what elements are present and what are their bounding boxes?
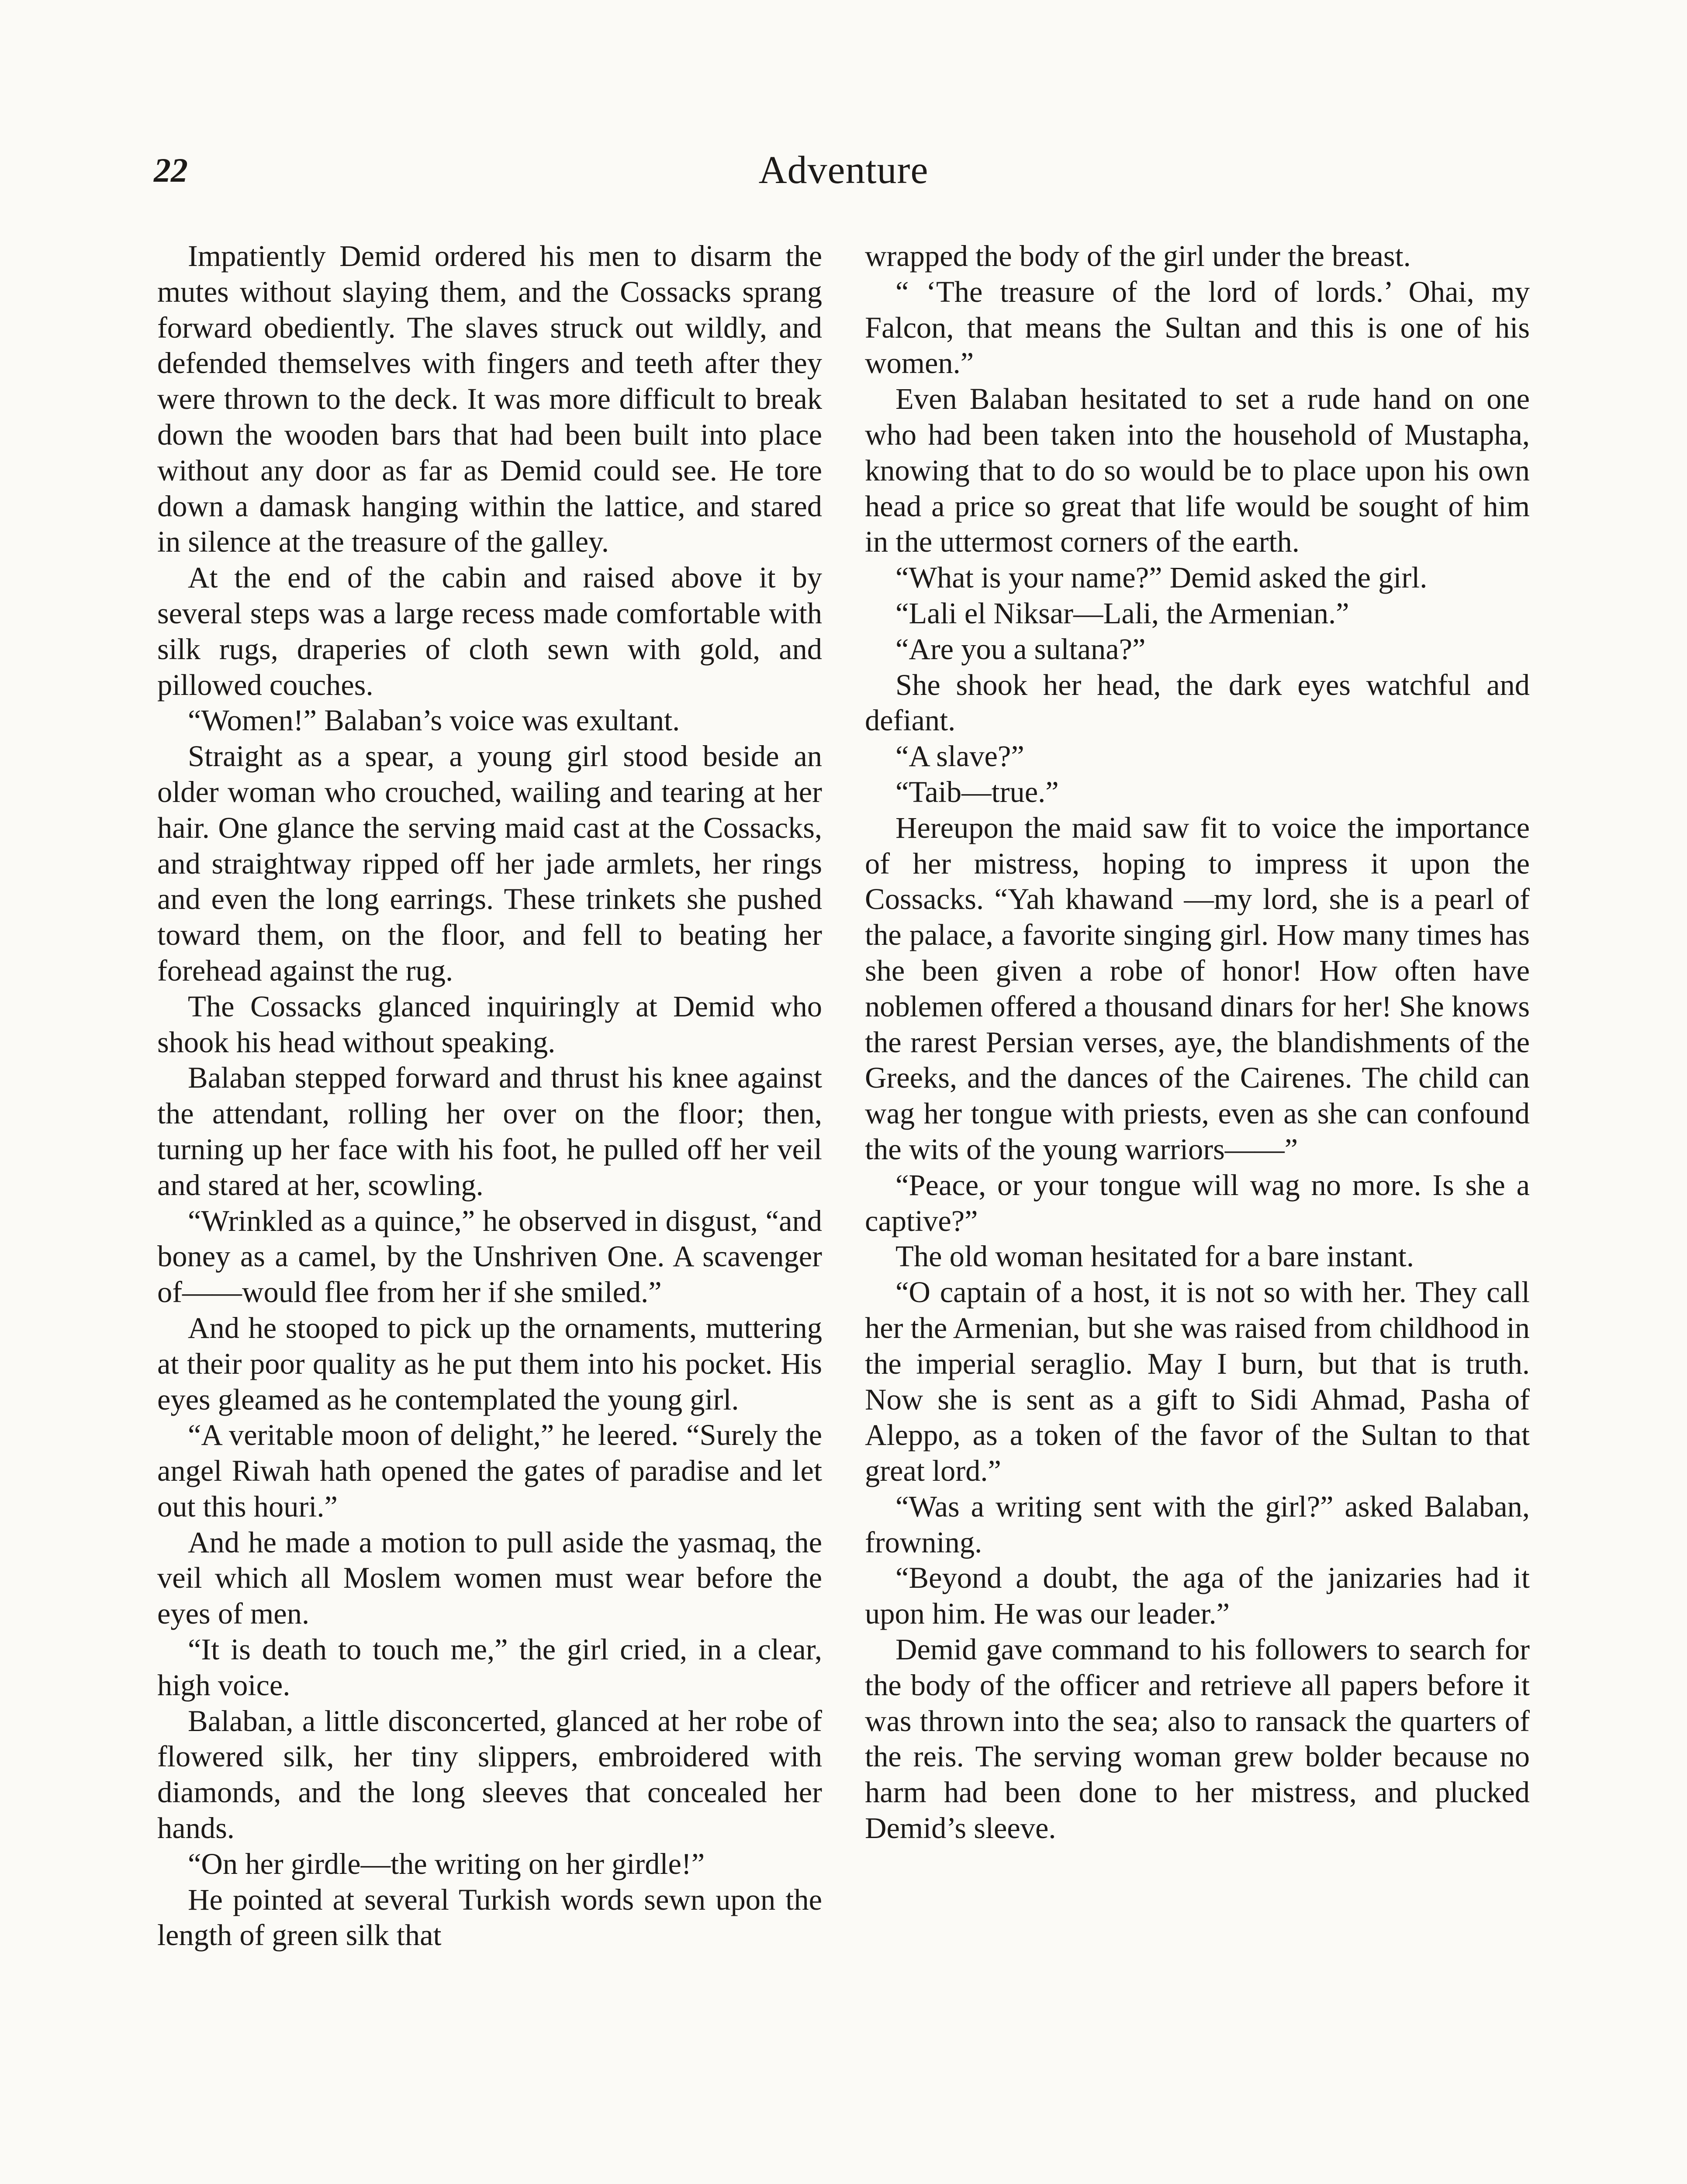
paragraph: Demid gave command to his followers to search for the body of the officer and retrieve all papers before it was thrown into the sea; also to ransack the quarters of the reis. The serving woman grew bolder because no harm had been done to her mistress, and plucked Demid’s sleeve. — [865, 1633, 1530, 1845]
paragraph: Straight as a spear, a young girl stood beside an older woman who crouched, wailing and tearing at her hair. One glance the serving maid cast at the Cossacks, and straightway ripped off her jade armlets, her rings and even the long earrings. These trinkets she pushed toward them, on the floor, and fell to beating her forehead against the rug. — [157, 740, 822, 987]
running-head-title: Adventure — [758, 149, 929, 192]
paragraph: “What is your name?” Demid asked the girl. — [895, 561, 1428, 594]
paragraph: “Peace, or your tongue will wag no more. Is she a captive?” — [865, 1168, 1530, 1237]
paragraph: “Was a writing sent with the girl?” asked Balaban, frowning. — [865, 1489, 1530, 1559]
paragraph: Balaban, a little disconcerted, glanced at her robe of flowered silk, her tiny slippers, embroidered with diamonds, and the long sleeves that concealed her hands. — [157, 1704, 822, 1845]
page-number: 22 — [154, 151, 188, 189]
left-text-column — [157, 238, 822, 1953]
paragraph: “It is death to touch me,” the girl cried, in a clear, high voice. — [157, 1633, 822, 1702]
paragraph: And he made a motion to pull aside the yasmaq, the veil which all Moslem women must wear before the eyes of men. — [157, 1525, 822, 1631]
paragraph: “Beyond a doubt, the aga of the janizaries had it upon him. He was our leader.” — [865, 1561, 1530, 1631]
paragraph: Even Balaban hesitated to set a rude hand on one who had been taken into the household of Mustapha, knowing that to do so would be to place upon his own head a price so great that life would be sought of him in the uttermost corners of the earth. — [865, 382, 1530, 559]
right-text-column — [865, 238, 1530, 1846]
paragraph: “On her girdle—the writing on her girdle!” — [188, 1847, 705, 1880]
paragraph: And he stooped to pick up the ornaments, muttering at their poor quality as he put them into his pocket. His eyes gleamed as he contemplated the young girl. — [157, 1311, 822, 1416]
paragraph: Hereupon the maid saw fit to voice the importance of her mistress, hoping to impress it upon the Cossacks. “Yah khawand —my lord, she is a pearl of the palace, a favorite singing girl. How many times has she been given a robe of honor! How often have noblemen offered a thousand dinars for her! She knows the rarest Persian verses, aye, the blandishments of the Greeks, and the dances of the Cairenes. The child can wag her tongue with priests, even as she can confound the wits of the young warriors——” — [865, 811, 1530, 1166]
paragraph: wrapped the body of the girl under the breast. — [865, 239, 1411, 273]
paragraph: The Cossacks glanced inquiringly at Demid who shook his head without speaking. — [157, 989, 822, 1059]
paragraph: At the end of the cabin and raised above it by several steps was a large recess made comfortable with silk rugs, draperies of cloth sewn with gold, and pillowed couches. — [157, 561, 822, 702]
paragraph: “Wrinkled as a quince,” he observed in disgust, “and boney as a camel, by the Unshriven One. A scavenger of——would flee from her if she smiled.” — [157, 1204, 822, 1309]
paragraph: “ ‘The treasure of the lord of lords.’ Ohai, my Falcon, that means the Sultan and this is one of his women.” — [865, 275, 1530, 380]
paragraph: Balaban stepped forward and thrust his knee against the attendant, rolling her over on the floor; then, turning up her face with his foot, he pulled off her veil and stared at her, scowling. — [157, 1061, 822, 1202]
paragraph: “Lali el Niksar—Lali, the Armenian.” — [895, 596, 1349, 630]
paragraph: Impatiently Demid ordered his men to disarm the mutes without slaying them, and the Cossacks sprang forward obediently. The slaves struck out wildly, and defended themselves with fingers and teeth after they were thrown to the deck. It was more difficult to break down the wooden bars that had been built into place without any door as far as Demid could see. He tore down a damask hanging within the lattice, and stared in silence at the treasure of the galley. — [157, 239, 822, 559]
paragraph: “Are you a sultana?” — [895, 632, 1146, 666]
paragraph: The old woman hesitated for a bare instant. — [895, 1240, 1414, 1273]
paragraph: “Women!” Balaban’s voice was exultant. — [188, 704, 680, 737]
paragraph: “A slave?” — [895, 740, 1024, 773]
paragraph: She shook her head, the dark eyes watchful and defiant. — [865, 668, 1530, 737]
paragraph: “Taib—true.” — [895, 775, 1059, 809]
paragraph: He pointed at several Turkish words sewn upon the length of green silk that — [157, 1883, 822, 1952]
paragraph: “A veritable moon of delight,” he leered. “Surely the angel Riwah hath opened the gates of paradise and let out this houri.” — [157, 1418, 822, 1523]
paragraph: “O captain of a host, it is not so with her. They call her the Armenian, but she was raised from childhood in the imperial seraglio. May I burn, but that is truth. Now she is sent as a gift to Sidi Ahmad, Pasha of Aleppo, as a token of the favor of the Sultan to that great lord.” — [865, 1275, 1530, 1488]
